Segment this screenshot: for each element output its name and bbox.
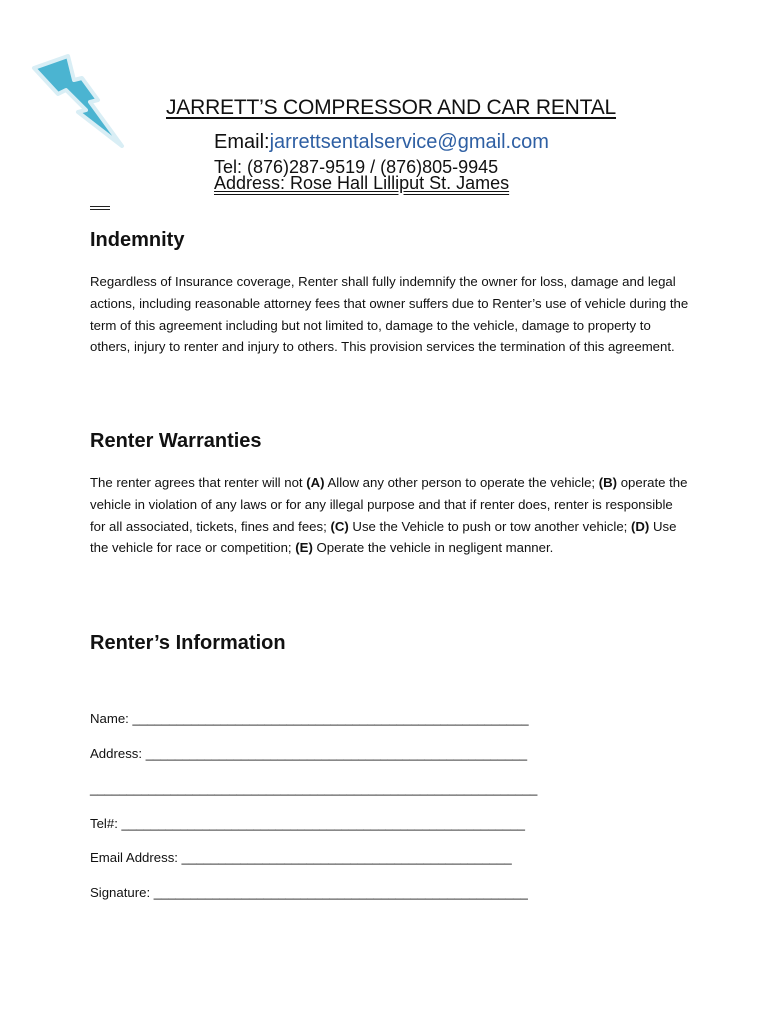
renter-warranties-paragraph bbox=[90, 472, 690, 559]
name-field[interactable]: Name: ______________________________________________________ bbox=[90, 711, 529, 726]
renter-warranties-heading: Renter Warranties bbox=[90, 430, 262, 452]
warranty-text: operate the vehicle in violation of any laws or for any illegal purpose and that if renter does, renter is responsible for all associated, tickets, fines and fees; bbox=[90, 475, 688, 534]
warranty-marker: (D) bbox=[630, 518, 650, 534]
lightning-bolt-icon bbox=[28, 50, 128, 155]
warranties-intro: The renter agrees that renter will not bbox=[90, 475, 307, 490]
warranty-marker: (B) bbox=[598, 475, 618, 490]
indemnity-paragraph: Regardless of Insurance coverage, Renter shall fully indemnify the owner for loss, damage and legal actions, including reasonable attorney fees that owner suffers due to Renter’s use of vehicle during the term of this agreement including but not limited to, damage to the vehicle, damage to property to others, injury to renter and injury to others. This provision services the termination of this agreement. bbox=[90, 274, 689, 355]
divider bbox=[90, 206, 110, 210]
warranty-marker: (C) bbox=[330, 518, 349, 534]
warranty-marker: (E) bbox=[295, 540, 313, 556]
tel-field[interactable]: Tel#: _______________________________________________________ bbox=[90, 816, 525, 831]
email-label: Email: bbox=[214, 131, 270, 153]
warranty-text: Use the vehicle for race or competition; bbox=[90, 518, 677, 556]
renter-information-heading: Renter’s Information bbox=[90, 632, 286, 654]
company-title: JARRETT’S COMPRESSOR AND CAR RENTAL bbox=[166, 96, 617, 119]
warranty-marker: (A) bbox=[306, 475, 325, 490]
signature-field[interactable]: Signature: ___________________________________________________ bbox=[90, 885, 528, 900]
email-line bbox=[214, 131, 549, 154]
address-field[interactable]: Address: ____________________________________________________ bbox=[90, 746, 528, 761]
warranty-text: Operate the vehicle in negligent manner. bbox=[312, 540, 554, 556]
email-link[interactable]: jarrettsentalservice@gmail.com bbox=[269, 131, 549, 153]
address-field-line-2[interactable]: _____________________________________________________________ bbox=[90, 781, 538, 796]
email-address-field[interactable]: Email Address: _____________________________________________ bbox=[90, 850, 512, 865]
telephone-line: Tel: (876)287-9519 / (876)805-9945 bbox=[214, 157, 499, 177]
address-line: Address: Rose Hall Lilliput St. James bbox=[214, 173, 510, 193]
indemnity-heading: Indemnity bbox=[90, 229, 185, 251]
warranty-text: Use the Vehicle to push or tow another vehicle; bbox=[348, 518, 631, 534]
warranty-text: Allow any other person to operate the vehicle; bbox=[324, 475, 599, 490]
